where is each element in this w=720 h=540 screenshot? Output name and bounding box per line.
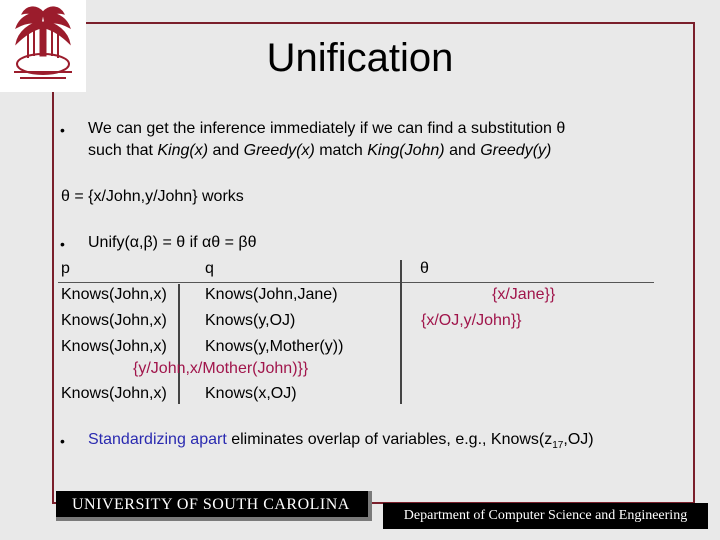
table-cell-q: Knows(y,OJ) [205, 312, 296, 329]
table-header-theta: θ [420, 260, 429, 277]
table-cell-theta: {y/John,x/Mother(John)}} [133, 360, 309, 377]
bullet-marker: • [60, 122, 65, 138]
table-cell-p: Knows(John,x) [61, 338, 167, 355]
table-header-q: q [205, 260, 214, 277]
bullet-standardizing: Standardizing apart eliminates overlap of variables, e.g., $Knows(z_{17},OJ)$ [88, 431, 594, 452]
footer-university-name: UNIVERSITY OF SOUTH CAROLINA [56, 491, 372, 521]
slide-title: Unification [266, 36, 454, 80]
table-header-p: p [61, 260, 70, 277]
table-cell-p: Knows(John,x) [61, 312, 167, 329]
footer-department-name: Department of Computer Science and Engineering [383, 503, 708, 529]
table-header-divider [58, 282, 654, 283]
table-cell-q: Knows(John,Jane) [205, 286, 338, 303]
table-cell-theta: {x/OJ,y/John}} [421, 312, 522, 329]
bullet-1-line-1: We can get the inference immediately if we can find a substitution θ [88, 120, 566, 137]
theta-works-line: θ = {x/John,y/John} works [61, 188, 244, 205]
table-column-divider [178, 284, 180, 404]
table-column-divider [400, 260, 402, 404]
table-cell-p: Knows(John,x) [61, 286, 167, 303]
bullet-1-line-2: such that King(x) and Greedy(x) match King(John) and Greedy(y) [88, 142, 552, 159]
table-cell-p: Knows(John,x) [61, 385, 167, 402]
unify-definition: Unify(α,β) = θ if αθ = βθ [88, 234, 257, 251]
table-cell-q: Knows(x,OJ) [205, 385, 297, 402]
bullet-marker: • [60, 236, 65, 252]
table-cell-theta: {x/Jane}} [492, 286, 556, 303]
table-cell-q: Knows(y,Mother(y)) [205, 338, 344, 355]
bullet-marker: • [60, 433, 65, 449]
